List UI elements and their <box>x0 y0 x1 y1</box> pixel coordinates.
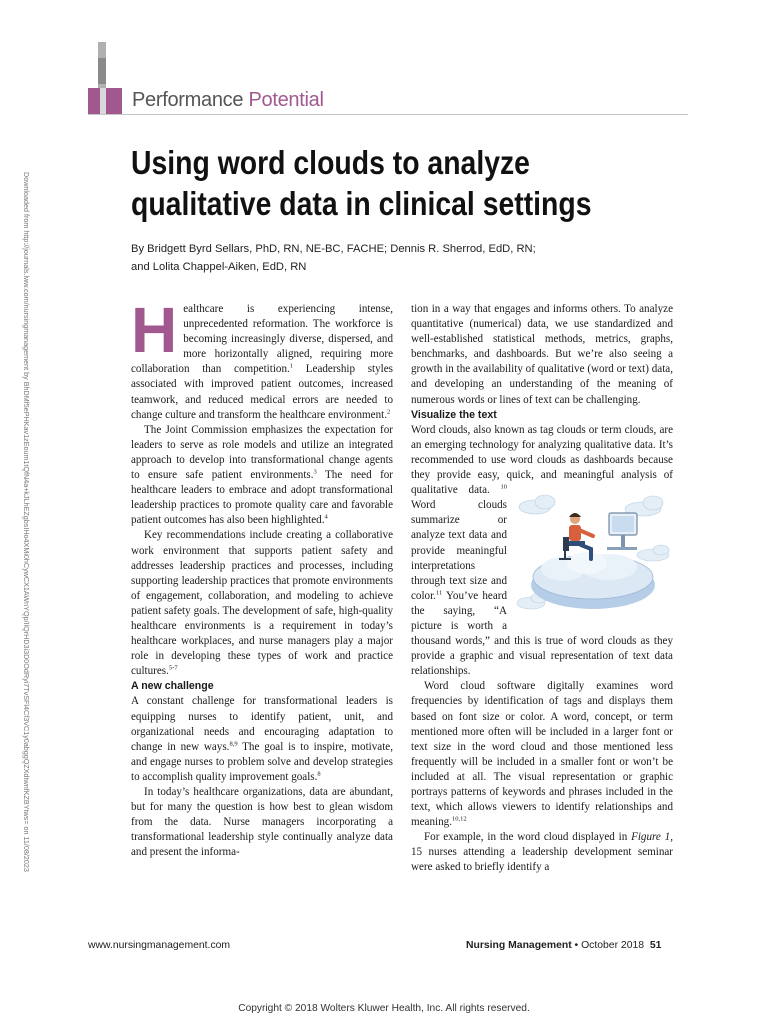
text: 15 nurses attending a leadership development seminar were asked to briefly identify a <box>411 846 673 874</box>
ref: 2 <box>386 407 391 415</box>
ref: 10 <box>500 483 507 491</box>
main-cloud <box>531 552 655 609</box>
text: For example, in the word cloud displayed in <box>424 831 632 844</box>
text: Key recommendations include creating a collaborative work environment that supports patient safety and addresses leadership practices and processes, including supporting leadership practices that promote environments of engagement, collaboration, and modeling to achieve patient safety goals. The development of safe, high-quality healthcare environments is a requirement in today’s healthcare workplaces, and nurse managers play a major role in developing these types of work and practice cultures. <box>131 529 393 678</box>
text: The need for healthcare leaders to embrace and adopt transformational leadership practices to promote quality care and favorable patient outcomes has also been highlighted. <box>131 469 394 527</box>
ref: 8,9 <box>229 740 238 748</box>
drop-cap: H <box>131 294 178 366</box>
copyright-notice: Copyright © 2018 Wolters Kluwer Health, Inc. All rights reserved. <box>238 1003 530 1014</box>
text: You’ve heard the saying, “A picture is worth a thousand words,” and this is true of word clouds as they provide a graphic and visual representation of text data relationships. <box>411 589 673 678</box>
title-line-2: qualitative data in clinical settings <box>131 185 592 222</box>
figure-reference: Figure 1, <box>631 831 673 844</box>
byline-line-2: and Lolita Chappel-Aiken, EdD, RN <box>131 261 307 273</box>
subhead-new-challenge: A new challenge <box>131 680 214 693</box>
paragraph-software <box>411 679 673 830</box>
text: Word clouds, also known as tag clouds or term clouds, are an emerging technology for analyzing qualitative data. It’s recommended to use word clouds as dashboards because they provide easy, quick, and meaningful analysis of qualitative data. <box>411 423 673 497</box>
byline <box>131 240 691 276</box>
cloud-illustration <box>513 485 673 631</box>
text: A constant challenge for transformational leaders is equipping nurses to identify patient, unit, and organizational needs and encouraging adaptation to change in new ways. <box>131 695 393 753</box>
paragraph-intro <box>131 294 393 423</box>
text: Word cloud software digitally examines word frequencies by identification of tags and displays them based on font size or color. A word, concept, or term mentioned more often will be included in a larger font or text size in the word cloud and those mentioned less frequently will be included in a smaller font or won’t be included at all. The visual representation or graphic portrays patterns of keywords and phrases included in the text, which allows viewers to identify relationships and meaning. <box>411 680 673 829</box>
paragraph-example <box>411 830 673 875</box>
monitor-icon <box>607 513 637 550</box>
byline-line-1: By Bridgett Byrd Sellars, PhD, RN, NE-BC, FACHE; Dennis R. Sherrod, EdD, RN; <box>131 243 536 255</box>
ref: 4 <box>324 513 328 521</box>
ref: 5-7 <box>168 664 178 672</box>
section-label-main: Performance <box>132 89 249 111</box>
text: The Joint Commission emphasizes the expectation for leaders to serve as role models and utilize an integrated approach to develop into transformational change agents to ensure safe patient environments. <box>131 423 393 482</box>
text: In today’s healthcare organizations, data are abundant, but for many the question is how best to glean wisdom from the data. Nurse managers incorporating a transformational leadership style continually analyze data and present the informa- <box>131 786 393 859</box>
ref: 8 <box>317 770 321 778</box>
ref: 3 <box>313 468 317 476</box>
paragraph-joint-commission <box>131 423 393 529</box>
column-right <box>411 302 673 876</box>
text: Word clouds summarize or analyze text data and provide meaningful interpretations through text size and color. <box>411 499 507 602</box>
paragraph-challenge <box>131 694 393 785</box>
download-sidebar <box>22 172 34 872</box>
text: The goal is to inspire, motivate, and engage nurses to problem solve and develop strategies to accomplish quality improvement goals. <box>131 740 394 783</box>
paragraph-word-clouds <box>411 423 673 680</box>
ref: 1 <box>289 362 294 370</box>
footer-url: www.nursingmanagement.com <box>88 940 231 951</box>
intro-text: ealthcare is experiencing intense, unprecedented reformation. The workforce is becoming increasingly diverse, dispersed, and more horizontally aligned, requiring more collaboration than competition. <box>131 303 393 376</box>
header-bar-shade <box>98 58 106 84</box>
section-label <box>132 89 324 112</box>
header-square-inner <box>100 88 106 114</box>
journal-name: Nursing Management <box>466 940 572 951</box>
footer-journal <box>466 940 661 951</box>
article-title <box>131 142 613 224</box>
paragraph-data-abundant <box>131 785 393 860</box>
ref: 10,12 <box>451 815 467 823</box>
paragraph-continuation <box>411 302 673 408</box>
subhead-visualize: Visualize the text <box>411 408 497 421</box>
title-line-1: Using word clouds to analyze <box>131 144 530 181</box>
paragraph-recommendations <box>131 528 393 679</box>
header-rule <box>88 114 688 115</box>
intro-text-2: Leadership styles associated with improved patient outcomes, increased teamwork, and reduced medical errors are needed to change culture and transform the healthcare environment. <box>131 363 393 421</box>
page-number: 51 <box>649 940 662 951</box>
ref: 11 <box>435 589 443 597</box>
section-label-accent: Potential <box>248 89 324 111</box>
text: tion in a way that engages and informs others. To analyze quantitative (numerical) data, we use standardized and well-established statistical methods, metrics, graphs, benchmarks, and dashboards. But we’re also seeing a growth in the availability of qualitative (word or text) data, and developing an understanding of the meaning of numerous words or lines of text can be challenging. <box>411 303 673 406</box>
issue-date: • October 2018 <box>571 940 645 951</box>
column-left <box>131 294 394 860</box>
download-sidebar-text: Downloaded from http://journals.lww.com/nursingmanagement by BhDMf5ePHKav1zEoum1tQfN4a+kJLhEZgbsIHo4XMi0hCywCX1AWnYQp/IlQrHD3i3D0OdRyi7TvSFl4Cf3VC1y0abggQZXdtwnfKZBYtws= on 11/08/2023 <box>22 172 31 872</box>
